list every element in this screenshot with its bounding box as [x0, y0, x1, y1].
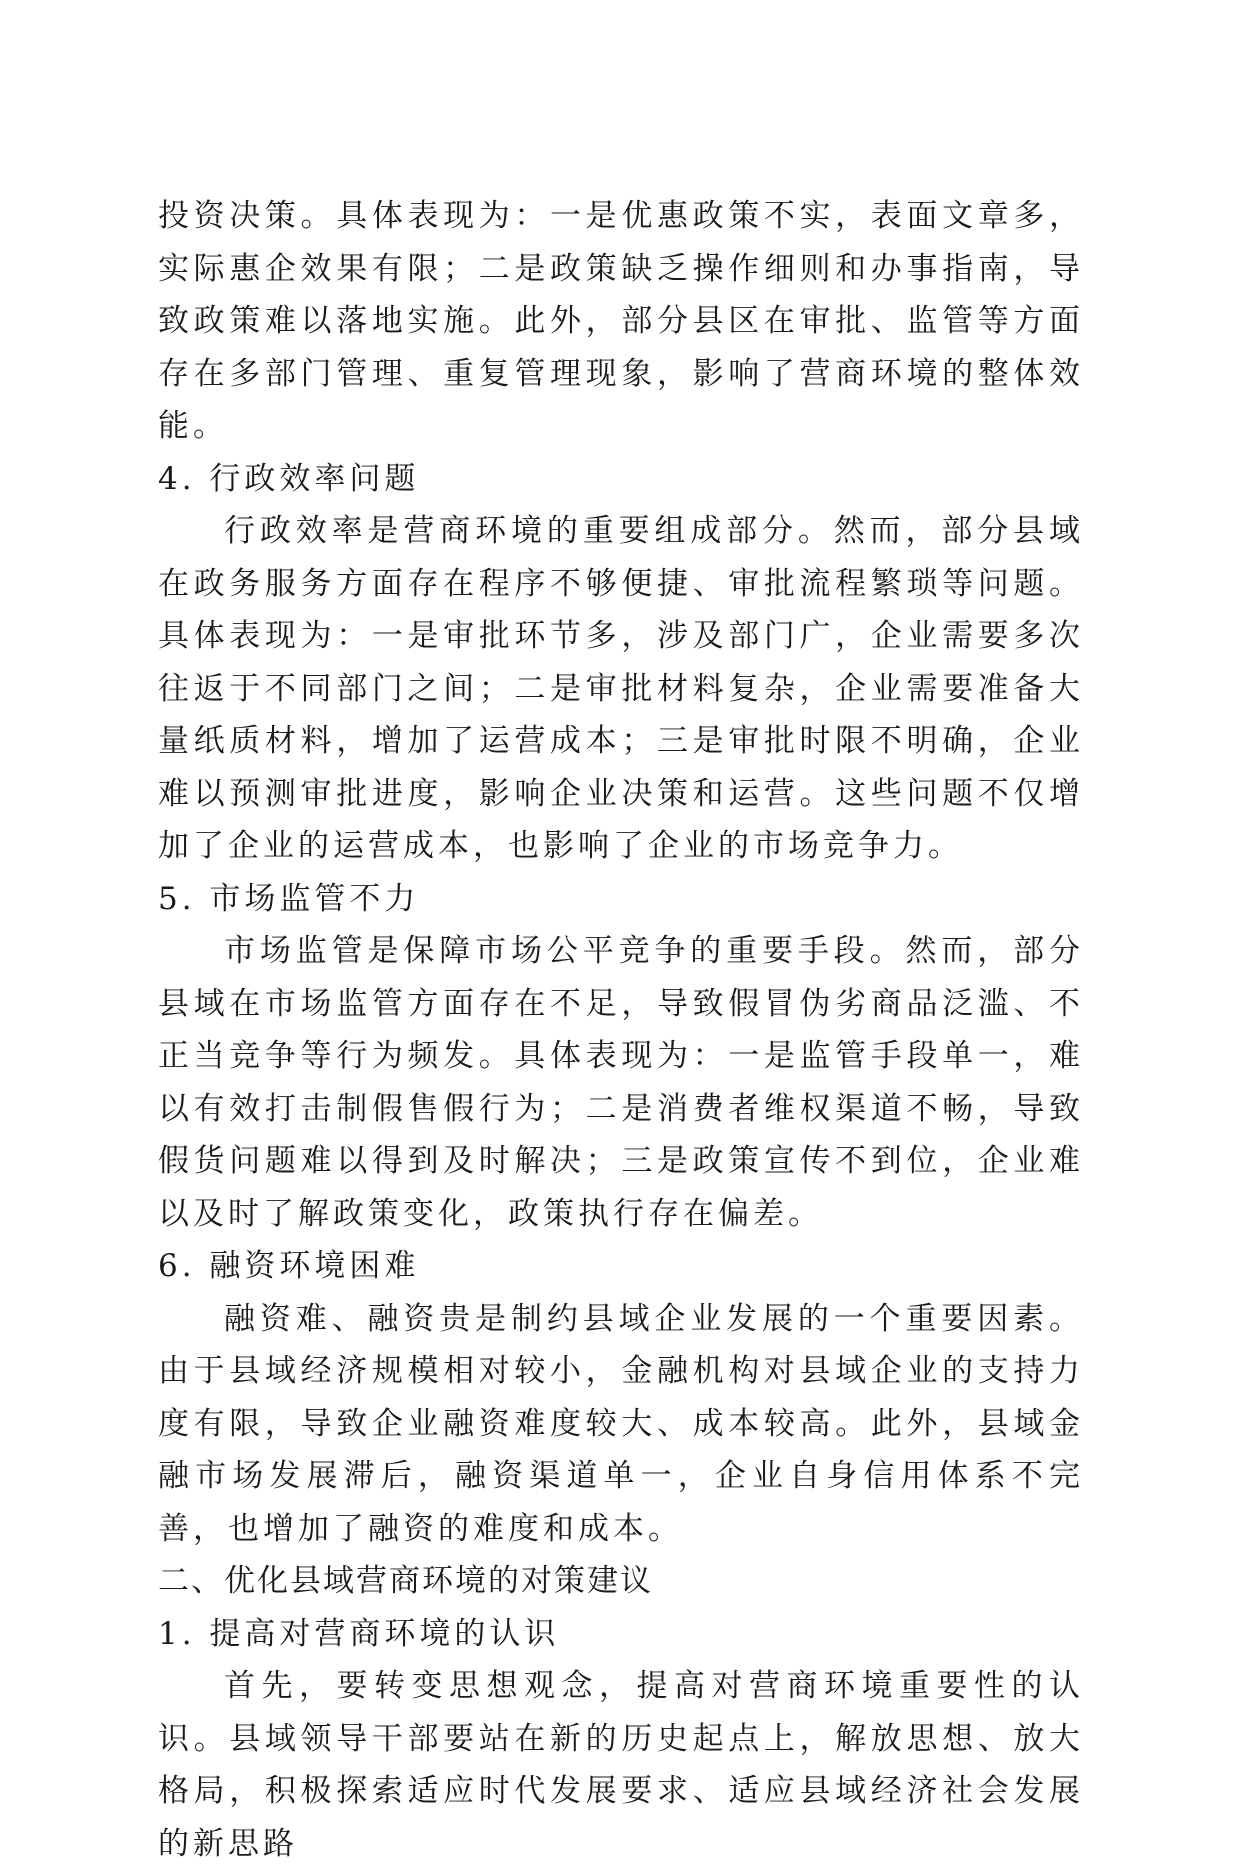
paragraph-intro-continuation: 投资决策。具体表现为：一是优惠政策不实，表面文章多，实际惠企效果有限；二是政策缺乏操作细则和办事指南，导致政策难以落地实施。此外，部分县区在审批、监管等方面存在多部门管理、重复管理现象，影响了营商环境的整体效能。 — [158, 198, 1084, 444]
heading-financing-environment: 6. 融资环境困难 — [158, 1248, 420, 1284]
heading-administrative-efficiency: 4. 行政效率问题 — [158, 460, 420, 497]
section-heading-countermeasures: 二、优化县域营商环境的对策建议 — [158, 1563, 653, 1599]
paragraph-raise-awareness: 首先，要转变思想观念，提高对营商环境重要性的认识。县域领导干部要站在新的历史起点上，解放思想、放大格局，积极探索适应时代发展要求、适应县域经济社会发展的新思路 — [158, 1668, 1084, 1862]
heading-market-supervision: 5. 市场监管不力 — [158, 880, 420, 917]
heading-raise-awareness: 1. 提高对营商环境的认识 — [158, 1615, 560, 1652]
document-body — [158, 190, 1084, 1870]
paragraph-financing-environment: 融资难、融资贵是制约县域企业发展的一个重要因素。由于县域经济规模相对较小，金融机构对县域企业的支持力度有限，导致企业融资难度较大、成本较高。此外，县域金融市场发展滞后，融资渠道单一，企业自身信用体系不完善，也增加了融资的难度和成本。 — [158, 1300, 1084, 1547]
paragraph-administrative-efficiency: 行政效率是营商环境的重要组成部分。然而，部分县域在政务服务方面存在程序不够便捷、审批流程繁琐等问题。具体表现为：一是审批环节多，涉及部门广，企业需要多次往返于不同部门之间；二是审批材料复杂，企业需要准备大量纸质材料，增加了运营成本；三是审批时限不明确，企业难以预测审批进度，影响企业决策和运营。这些问题不仅增加了企业的运营成本，也影响了企业的市场竞争力。 — [158, 513, 1084, 864]
paragraph-market-supervision: 市场监管是保障市场公平竞争的重要手段。然而，部分县域在市场监管方面存在不足，导致假冒伪劣商品泛滥、不正当竞争等行为频发。具体表现为：一是监管手段单一，难以有效打击制假售假行为；二是消费者维权渠道不畅，导致假货问题难以得到及时解决；三是政策宣传不到位，企业难以及时了解政策变化，政策执行存在偏差。 — [158, 933, 1084, 1232]
